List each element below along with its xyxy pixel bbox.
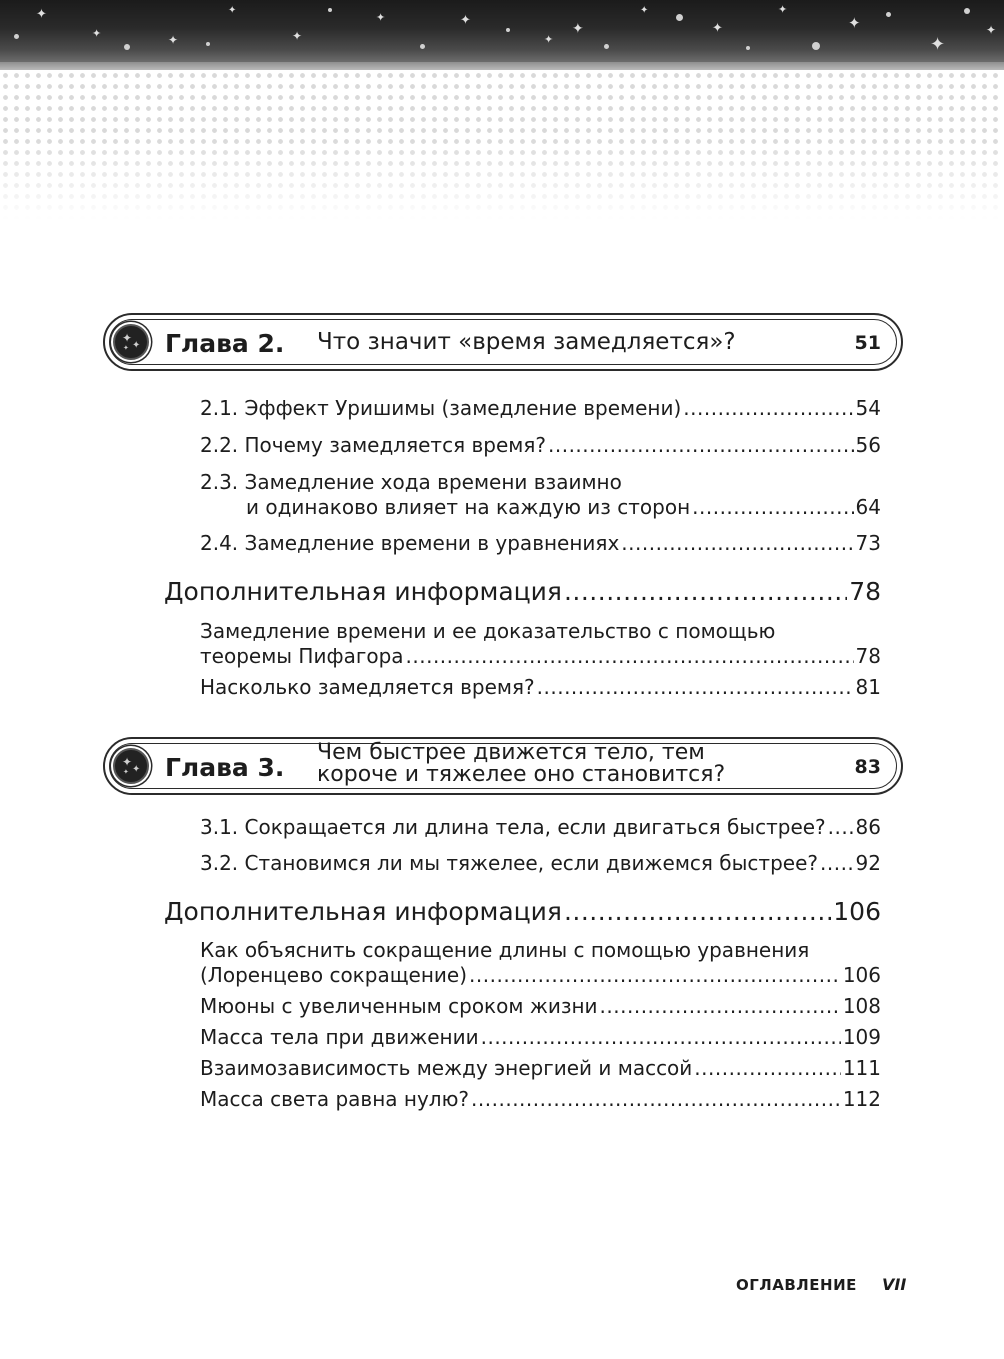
toc-entry[interactable] <box>200 814 881 840</box>
starry-circle-icon: ✦ ✦ ✦ <box>113 748 149 784</box>
star-dot <box>812 42 820 50</box>
header-band <box>0 0 1004 62</box>
toc-entry-label: Взаимозависимость между энергией и массой <box>200 1056 693 1080</box>
chapter-2-banner <box>103 313 903 371</box>
chapter-page: 83 <box>854 756 881 778</box>
toc-entry-label: Масса света равна нулю? <box>200 1087 470 1111</box>
dot-leader <box>481 1024 841 1050</box>
toc-entry[interactable] <box>200 530 881 556</box>
toc-entry[interactable] <box>246 494 881 520</box>
star-icon: ✦ <box>848 14 861 32</box>
star-dot <box>746 46 750 50</box>
star-icon: ✦ <box>778 3 788 16</box>
chapter-title: Что значит «время замедляется»? <box>317 329 736 355</box>
star-icon: ✦ <box>986 23 997 37</box>
toc-entry[interactable] <box>200 962 881 988</box>
star-dot <box>964 8 970 14</box>
toc-entry-label: (Лоренцево сокращение) <box>200 963 468 987</box>
toc-entry[interactable] <box>200 432 881 458</box>
toc-entry-page: 81 <box>855 675 881 699</box>
dot-leader <box>564 577 847 607</box>
toc-entry-label: Мюоны с увеличенным сроком жизни <box>200 994 598 1018</box>
star-dot <box>676 14 683 21</box>
extra-info-heading[interactable] <box>164 577 881 607</box>
star-dot <box>506 28 510 32</box>
dot-leader <box>537 674 854 700</box>
toc-entry-page: 56 <box>855 433 881 457</box>
toc-entry[interactable] <box>200 1055 881 1081</box>
chapter-page: 51 <box>854 332 881 354</box>
toc-entry-page: 73 <box>855 531 881 555</box>
star-icon: ✦ <box>572 21 584 37</box>
dot-leader <box>564 897 831 927</box>
toc-entry-label: Дополнительная информация <box>164 577 562 606</box>
footer-section-title: ОГЛАВЛЕНИЕ <box>736 1276 857 1294</box>
toc-entry-label: Масса тела при движении <box>200 1025 479 1049</box>
star-icon: ✦ <box>544 33 554 46</box>
star-icon: ✦ <box>376 11 386 24</box>
star-dot <box>14 34 19 39</box>
dot-leader <box>683 395 853 421</box>
star-dot <box>420 44 425 49</box>
chapter-3-banner <box>103 737 903 795</box>
toc-entry-page: 78 <box>855 644 881 668</box>
star-icon: ✦ <box>640 5 649 16</box>
toc-entry[interactable] <box>200 1024 881 1050</box>
star-dot <box>328 8 332 12</box>
footer-page-number: VII <box>882 1275 907 1294</box>
dot-leader <box>692 494 853 520</box>
star-icon: ✦ <box>460 13 471 28</box>
chapter-label: Глава 3. <box>165 753 285 782</box>
header-strip <box>0 62 1004 70</box>
toc-entry-label-line1[interactable]: 2.3. Замедление хода времени взаимно <box>200 470 622 494</box>
star-icon: ✦ <box>228 5 237 16</box>
chapter-label: Глава 2. <box>165 329 285 358</box>
star-icon: ✦ <box>168 33 179 47</box>
toc-entry-page: 106 <box>833 897 881 926</box>
toc-entry-label-line1[interactable]: Как объяснить сокращение длины с помощью уравнения <box>200 938 810 962</box>
dot-pattern <box>0 70 1004 220</box>
toc-entry-page: 108 <box>842 994 881 1018</box>
toc-entry[interactable] <box>200 674 881 700</box>
toc-entry[interactable] <box>200 1086 881 1112</box>
toc-entry-label: 2.4. Замедление времени в уравнениях <box>200 531 620 555</box>
toc-entry-label: 2.2. Почему замедляется время? <box>200 433 546 457</box>
toc-entry-label-line1[interactable]: Замедление времени и ее доказательство с помощью <box>200 619 776 643</box>
toc-entry-label: 3.2. Становимся ли мы тяжелее, если движемся быстрее? <box>200 851 818 875</box>
starry-circle-icon: ✦ ✦ ✦ <box>113 324 149 360</box>
toc-entry-page: 64 <box>855 495 881 519</box>
chapter-title-line1: Чем быстрее движется тело, тем <box>317 740 705 765</box>
toc-entry-page: 111 <box>842 1056 881 1080</box>
dot-leader <box>471 1086 841 1112</box>
dot-leader <box>600 993 841 1019</box>
toc-entry-label: 3.1. Сокращается ли длина тела, если двигаться быстрее? <box>200 815 826 839</box>
star-icon: ✦ <box>92 27 102 40</box>
toc-entry-page: 86 <box>855 815 881 839</box>
chapter-title-line2: короче и тяжелее оно становится? <box>317 762 726 787</box>
star-dot <box>886 12 891 17</box>
star-dot <box>124 44 130 50</box>
star-icon: ✦ <box>292 29 303 43</box>
toc-entry-page: 92 <box>855 851 881 875</box>
toc-entry-page: 106 <box>842 963 881 987</box>
dot-leader <box>621 530 853 556</box>
chapter-title <box>317 742 725 786</box>
toc-entry-page: 112 <box>842 1087 881 1111</box>
toc-entry-label: теоремы Пифагора <box>200 644 404 668</box>
dot-leader <box>820 850 854 876</box>
toc-entry-page: 109 <box>842 1025 881 1049</box>
dot-leader <box>469 962 841 988</box>
dot-leader <box>548 432 854 458</box>
toc-entry-page: 54 <box>855 396 881 420</box>
star-dot <box>206 42 210 46</box>
toc-entry-label: 2.1. Эффект Уришимы (замедление времени) <box>200 396 682 420</box>
dot-leader <box>406 643 854 669</box>
toc-entry-page: 78 <box>849 577 881 606</box>
star-icon: ✦ <box>36 7 47 22</box>
dot-leader <box>694 1055 841 1081</box>
star-icon: ✦ <box>712 21 723 36</box>
dot-leader <box>828 814 854 840</box>
toc-entry[interactable] <box>200 993 881 1019</box>
toc-entry[interactable] <box>200 395 881 421</box>
star-icon: ✦ <box>930 34 946 55</box>
toc-entry[interactable] <box>200 643 881 669</box>
star-dot <box>604 44 609 49</box>
toc-entry-label: и одинаково влияет на каждую из сторон <box>246 495 691 519</box>
toc-entry-label: Насколько замедляется время? <box>200 675 535 699</box>
extra-info-heading[interactable] <box>164 897 881 927</box>
toc-entry[interactable] <box>200 850 881 876</box>
toc-entry-label: Дополнительная информация <box>164 897 562 926</box>
